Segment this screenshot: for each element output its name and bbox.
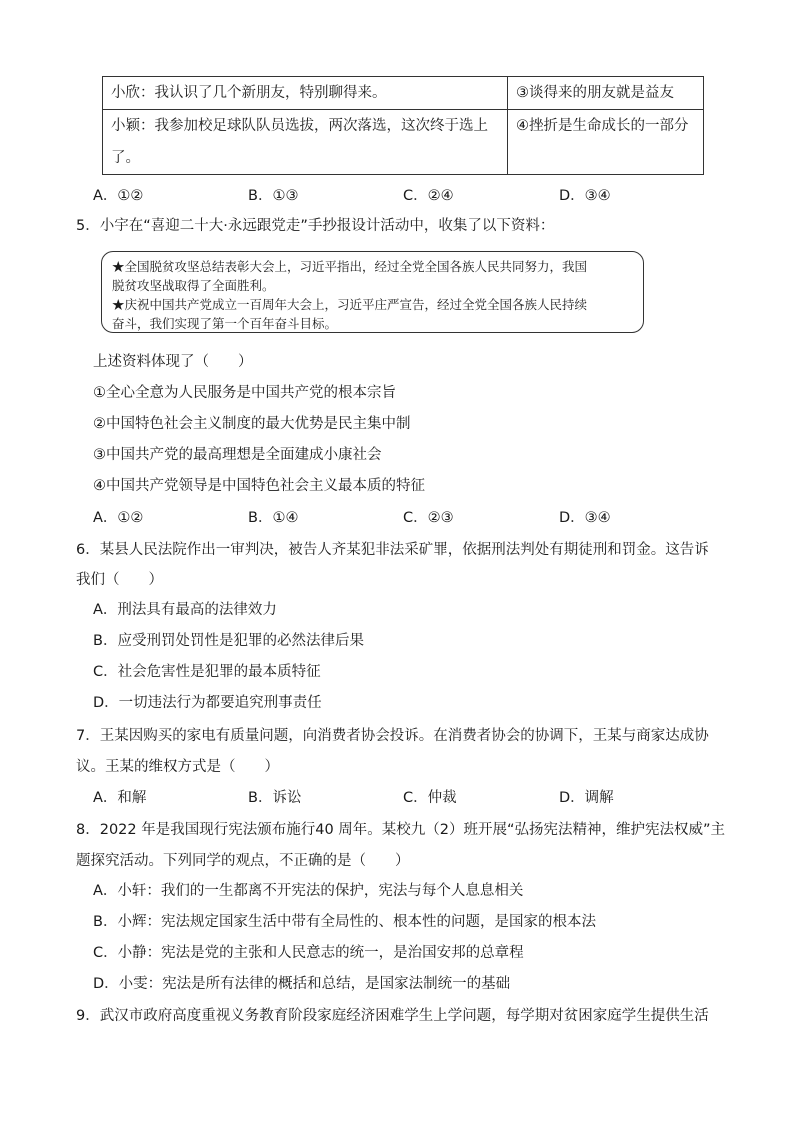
q4-table — [102, 76, 704, 175]
q7-stem-line: 议。王某的维权方式是（ ） — [76, 759, 279, 775]
option-c[interactable]: C．社会危害性是犯罪的最本质特征 — [93, 664, 321, 680]
q4-options — [93, 184, 713, 206]
option-a[interactable]: A．和解 — [93, 790, 147, 806]
q4-quote-line: 小欣：我认识了几个新朋友，特别聊得来。 — [111, 85, 387, 101]
q9-stem-line: 9．武汉市政府高度重视义务教育阶段家庭经济困难学生上学问题，每学期对贫困家庭学生提供生活 — [76, 1008, 709, 1024]
table-row — [103, 110, 704, 175]
q4-view-cell — [508, 77, 704, 110]
option-d[interactable]: D．③④ — [559, 188, 611, 204]
option-d[interactable]: D．小雯：宪法是所有法律的概括和总结，是国家法制统一的基础 — [93, 976, 511, 992]
q4-view-text: ④挫折是生命成长的一部分 — [516, 118, 689, 134]
q5-prompt: 上述资料体现了（ ） — [93, 354, 253, 370]
option-a[interactable]: A．刑法具有最高的法律效力 — [93, 602, 277, 618]
q7-options — [93, 786, 713, 808]
option-b[interactable]: B．应受刑罚处罚性是犯罪的必然法律后果 — [93, 633, 364, 649]
statement-3: ③中国共产党的最高理想是全面建成小康社会 — [93, 447, 382, 463]
q4-quote-line: 小颖：我参加校足球队队员选拔，两次落选，这次终于选上 — [111, 118, 488, 134]
option-d[interactable]: D．调解 — [559, 790, 614, 806]
option-b[interactable]: B．①④ — [248, 510, 299, 526]
material-line: 奋斗，我们实现了第一个百年奋斗目标。 — [112, 316, 338, 331]
q6-stem-line: 6．某县人民法院作出一审判决，被告人齐某犯非法采矿罪，依据刑法判处有期徒刑和罚金。这告诉 — [76, 542, 709, 558]
material-line: ★庆祝中国共产党成立一百周年大会上，习近平庄严宣告，经过全党全国各族人民持续 — [112, 297, 588, 312]
option-c[interactable]: C．②③ — [403, 510, 454, 526]
q8-stem-line: 题探究活动。下列同学的观点，不正确的是（ ） — [76, 853, 410, 869]
q5-material-box — [101, 251, 644, 333]
q5-stem: 5．小宇在“喜迎二十大·永远跟党走”手抄报设计活动中，收集了以下资料： — [76, 218, 555, 234]
q8-stem-line: 8．2022 年是我国现行宪法颁布施行40 周年。某校九（2）班开展“弘扬宪法精神，维护宪法权威”主 — [76, 822, 726, 838]
material-line: 脱贫攻坚战取得了全面胜利。 — [112, 278, 275, 293]
material-line: ★全国脱贫攻坚总结表彰大会上，习近平指出，经过全党全国各族人民共同努力，我国 — [112, 259, 588, 274]
q4-quote-cell — [103, 77, 508, 110]
statement-2: ②中国特色社会主义制度的最大优势是民主集中制 — [93, 416, 411, 432]
q4-view-cell — [508, 110, 704, 175]
table-row — [103, 77, 704, 110]
option-a[interactable]: A．小轩：我们的一生都离不开宪法的保护，宪法与每个人息息相关 — [93, 883, 524, 899]
option-a[interactable]: A．①② — [93, 188, 144, 204]
q4-quote-cell — [103, 110, 508, 175]
q6-stem-line: 我们（ ） — [76, 572, 163, 588]
option-d[interactable]: D．一切违法行为都要追究刑事责任 — [93, 695, 322, 711]
option-c[interactable]: C．仲裁 — [403, 790, 457, 806]
option-c[interactable]: C．②④ — [403, 188, 454, 204]
option-c[interactable]: C．小静：宪法是党的主张和人民意志的统一，是治国安邦的总章程 — [93, 945, 524, 961]
option-a[interactable]: A．①② — [93, 510, 144, 526]
q4-view-text: ③谈得来的朋友就是益友 — [516, 85, 674, 101]
q4-quote-line: 了。 — [111, 150, 140, 166]
statement-1: ①全心全意为人民服务是中国共产党的根本宗旨 — [93, 385, 396, 401]
option-b[interactable]: B．①③ — [248, 188, 299, 204]
q5-options — [93, 506, 713, 528]
q7-stem-line: 7．王某因购买的家电有质量问题，向消费者协会投诉。在消费者协会的协调下，王某与商家达成协 — [76, 728, 709, 744]
option-b[interactable]: B．诉讼 — [248, 790, 302, 806]
option-b[interactable]: B．小辉：宪法规定国家生活中带有全局性的、根本性的问题，是国家的根本法 — [93, 914, 596, 930]
statement-4: ④中国共产党领导是中国特色社会主义最本质的特征 — [93, 478, 425, 494]
option-d[interactable]: D．③④ — [559, 510, 611, 526]
